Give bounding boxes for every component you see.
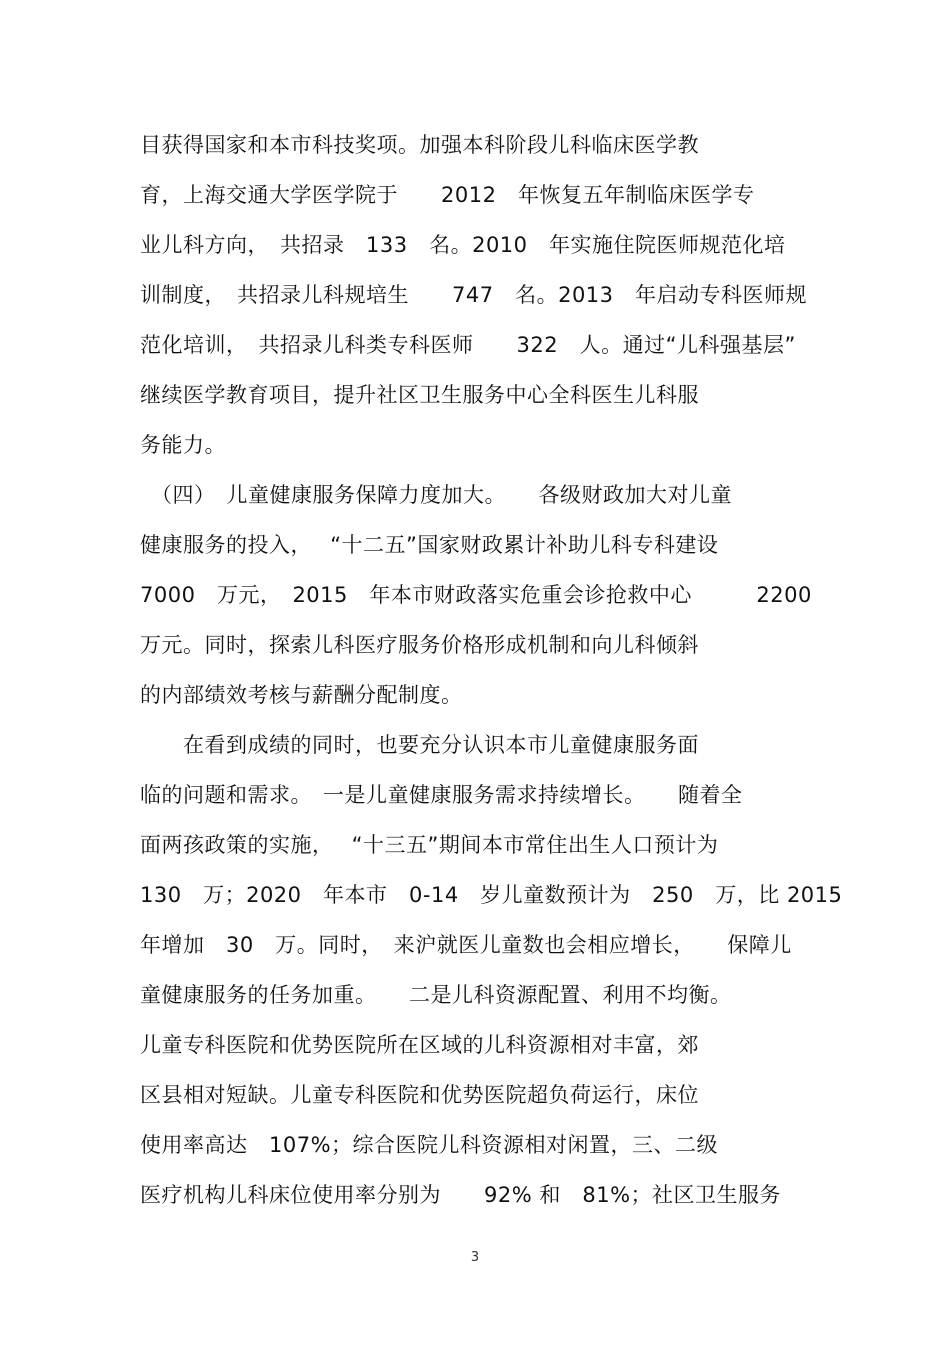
text-line: 童健康服务的任务加重。 二是儿科资源配置、利用不均衡。 (140, 983, 732, 1007)
text-line: 在看到成绩的同时，也要充分认识本市儿童健康服务面 (140, 733, 699, 757)
text-line: 面两孩政策的实施， “十三五”期间本市常住出生人口预计为 (140, 833, 719, 857)
text-line: 继续医学教育项目，提升社区卫生服务中心全科医生儿科服 (140, 383, 699, 407)
text-line: 育，上海交通大学医学院于 2012 年恢复五年制临床医学专 (140, 183, 755, 207)
text-line: 年增加 30 万。同时， 来沪就医儿童数也会相应增长， 保障儿 (140, 933, 792, 957)
page-number: 3 (470, 1250, 480, 1265)
text-line: 训制度， 共招录儿科规培生 747 名。2013 年启动专科医师规 (140, 283, 808, 307)
text-line: 区县相对短缺。儿童专科医院和优势医院超负荷运行，床位 (140, 1083, 699, 1107)
text-line: 范化培训， 共招录儿科类专科医师 322 人。通过“儿科强基层” (140, 333, 796, 357)
text-line: 目获得国家和本市科技奖项。加强本科阶段儿科临床医学教 (140, 133, 699, 157)
text-line: 医疗机构儿科床位使用率分别为 92% 和 81%；社区卫生服务 (140, 1183, 782, 1207)
text-line: 万元。同时，探索儿科医疗服务价格形成机制和向儿科倾斜 (140, 633, 699, 657)
text-line: （四） 儿童健康服务保障力度加大。 各级财政加大对儿童 (140, 483, 732, 507)
text-line: 务能力。 (140, 433, 226, 457)
text-line: 临的问题和需求。 一是儿童健康服务需求持续增长。 随着全 (140, 783, 743, 807)
text-line: 的内部绩效考核与薪酬分配制度。 (140, 683, 463, 707)
text-line: 7000 万元， 2015 年本市财政落实危重会诊抢救中心 2200 (140, 583, 812, 607)
text-line: 业儿科方向， 共招录 133 名。2010 年实施住院医师规范化培 (140, 233, 786, 257)
text-line: 健康服务的投入， “十二五”国家财政累计补助儿科专科建设 (140, 533, 719, 557)
text-line: 儿童专科医院和优势医院所在区域的儿科资源相对丰富，郊 (140, 1033, 699, 1057)
text-line: 130 万；2020 年本市 0-14 岁儿童数预计为 250 万，比 2015 (140, 883, 843, 907)
text-line: 使用率高达 107%；综合医院儿科资源相对闲置，三、二级 (140, 1133, 719, 1157)
